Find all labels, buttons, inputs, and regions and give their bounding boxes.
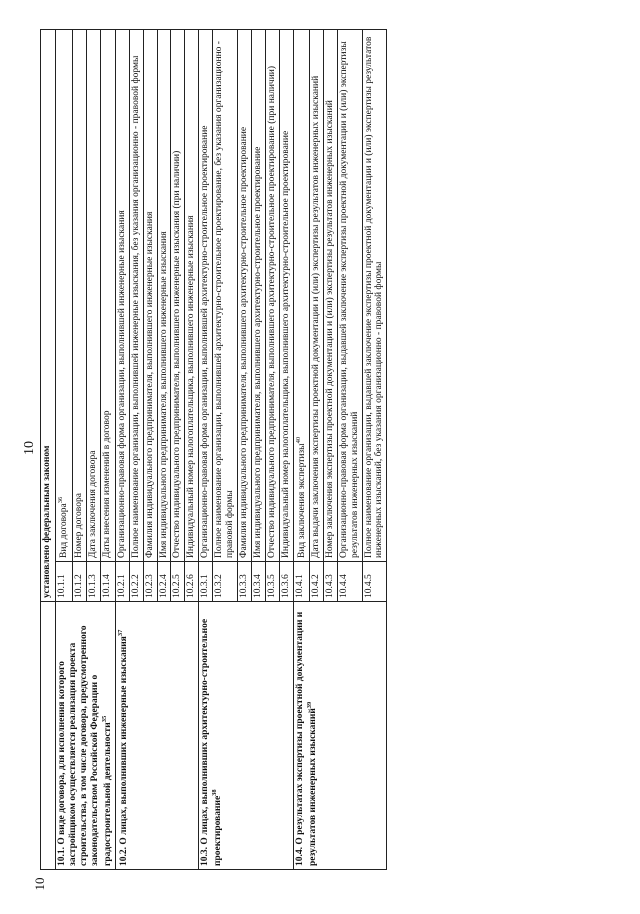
row-code: 10.3.3 bbox=[238, 562, 252, 602]
rotated-document-table bbox=[40, 30, 600, 870]
row-description bbox=[185, 29, 199, 561]
section-title bbox=[293, 602, 387, 870]
row-code: 10.4.1 bbox=[293, 562, 309, 602]
row-code: 10.4.3 bbox=[323, 562, 337, 602]
footnote-marker: 37 bbox=[116, 629, 124, 637]
row-description bbox=[171, 29, 185, 561]
row-description-text: Полное наименование организации, выполнившей инженерные изыскания, без указания организационно - правовой формы bbox=[130, 55, 141, 558]
row-description-text: Организационно-правовая форма организации, выполнившей инженерные изыскания bbox=[116, 210, 127, 558]
row-code: 10.3.2 bbox=[213, 562, 238, 602]
row-code: 10.2.3 bbox=[143, 562, 157, 602]
row-description bbox=[101, 29, 115, 561]
row-code: 10.4.2 bbox=[309, 562, 323, 602]
table-row bbox=[199, 29, 213, 869]
section-title bbox=[115, 602, 199, 870]
row-description-text: Вид заключения экспертизы bbox=[296, 443, 307, 558]
row-description bbox=[72, 29, 86, 561]
row-description-text: Даты внесения изменений в договор bbox=[102, 410, 113, 558]
row-description bbox=[293, 29, 309, 561]
row-code: 10.3.6 bbox=[279, 562, 293, 602]
row-description-text: Номер заключения экспертизы проектной документации и (или) экспертизы результатов инженерных изысканий bbox=[324, 100, 335, 558]
table-row bbox=[56, 29, 73, 869]
row-description-text: Имя индивидуального предпринимателя, выполнившего архитектурно-строительное проектирование bbox=[252, 146, 263, 558]
section-title bbox=[56, 602, 116, 870]
footnote-marker: 40 bbox=[294, 436, 302, 444]
row-description bbox=[115, 29, 129, 561]
row-code: 10.4.4 bbox=[337, 562, 362, 602]
row-description bbox=[238, 29, 252, 561]
row-code: 10.2.6 bbox=[185, 562, 199, 602]
section-title-text: 10.1. О виде договора, для исполнения которого застройщиком осуществляется реализация проекта строительства, в том числе договора, предусмотренного законодательством Российской Федерации о градостроительной деятельности bbox=[57, 625, 113, 866]
row-description bbox=[337, 29, 362, 561]
row-description-text: Полное наименование организации, выдавшей заключение экспертизы проектной документации и (или) экспертизы результатов инженерных изысканий, без указания организационно - правовой формы bbox=[363, 36, 385, 558]
row-description bbox=[323, 29, 337, 561]
row-description-text: Полное наименование организации, выполнившей архитектурно-строительное проектирование, без указания организационно - правовой формы bbox=[214, 41, 236, 558]
row-description bbox=[143, 29, 157, 561]
page-footer-number: 10 bbox=[32, 877, 47, 891]
table-header-row bbox=[41, 29, 56, 869]
row-description bbox=[265, 29, 279, 561]
row-code: 10.2.2 bbox=[129, 562, 143, 602]
section-title bbox=[199, 602, 293, 870]
footnote-marker: 39 bbox=[305, 701, 313, 709]
row-description-text: Дата выдачи заключения экспертизы проектной документации и (или) экспертизы результатов инженерных изысканий bbox=[310, 75, 321, 558]
row-description-text: Организационно-правовая форма организации, выполнившей архитектурно-строительное проектирование bbox=[200, 125, 211, 558]
row-description-text: Дата заключения договора bbox=[87, 450, 98, 558]
row-code: 10.4.5 bbox=[362, 562, 387, 602]
table-row bbox=[293, 29, 309, 869]
table-row bbox=[115, 29, 129, 869]
row-code: 10.2.5 bbox=[171, 562, 185, 602]
row-description bbox=[56, 29, 73, 561]
row-description-text: Организационно-правовая форма организации, выдавшей заключение экспертизы проектной документации и (или) экспертизы результатов инженерных изысканий bbox=[338, 41, 360, 558]
row-description-text: Номер договора bbox=[73, 493, 84, 558]
row-description-text: Фамилия индивидуального предпринимателя, выполнившего архитектурно-строительное проектирование bbox=[239, 126, 250, 558]
row-description-text: Отчество индивидуального предпринимателя, выполнившего архитектурно-строительное проектирование (при наличии) bbox=[266, 65, 277, 558]
disclosure-table bbox=[40, 29, 387, 870]
header-cell-right: установлено федеральным законом bbox=[41, 29, 56, 601]
row-code: 10.3.1 bbox=[199, 562, 213, 602]
footnote-marker: 36 bbox=[57, 496, 64, 504]
row-description-text: Имя индивидуального предпринимателя, выполнившего инженерные изыскания bbox=[158, 231, 169, 558]
row-code: 10.1.4 bbox=[101, 562, 115, 602]
row-description-text: Индивидуальный номер налогоплательщика, выполнившего архитектурно-строительное проектирование bbox=[280, 130, 291, 558]
row-description-text: Отчество индивидуального предпринимателя, выполнившего инженерные изыскания (при наличии) bbox=[172, 150, 183, 558]
section-title-text: 10.4. О результатах экспертизы проектной документации и результатов инженерных изысканий bbox=[294, 611, 318, 866]
section-title-text: 10.3. О лицах, выполнивших архитектурно-строительное проектирование bbox=[200, 618, 224, 866]
header-cell-left bbox=[41, 602, 56, 870]
row-description-text: Вид договора bbox=[59, 503, 70, 558]
section-title-text: 10.2. О лицах, выполнивших инженерные изыскания bbox=[118, 636, 129, 866]
row-code: 10.2.4 bbox=[157, 562, 171, 602]
row-description bbox=[213, 29, 238, 561]
row-code: 10.2.1 bbox=[115, 562, 129, 602]
row-description bbox=[279, 29, 293, 561]
row-code: 10.3.5 bbox=[265, 562, 279, 602]
footnote-marker: 35 bbox=[100, 715, 108, 723]
row-description bbox=[199, 29, 213, 561]
row-description bbox=[157, 29, 171, 561]
row-code: 10.1.2 bbox=[72, 562, 86, 602]
row-description bbox=[129, 29, 143, 561]
row-description bbox=[362, 29, 387, 561]
row-description-text: Индивидуальный номер налогоплательщика, выполнившего инженерные изыскания bbox=[186, 215, 197, 558]
row-description bbox=[251, 29, 265, 561]
row-code: 10.1.3 bbox=[86, 562, 100, 602]
row-description bbox=[86, 29, 100, 561]
row-code: 10.3.4 bbox=[251, 562, 265, 602]
page-number: 10 bbox=[22, 441, 37, 455]
row-description bbox=[309, 29, 323, 561]
footnote-marker: 38 bbox=[211, 789, 219, 796]
row-description-text: Фамилия индивидуального предпринимателя, выполнившего инженерные изыскания bbox=[144, 211, 155, 558]
row-code: 10.1.1 bbox=[56, 562, 73, 602]
